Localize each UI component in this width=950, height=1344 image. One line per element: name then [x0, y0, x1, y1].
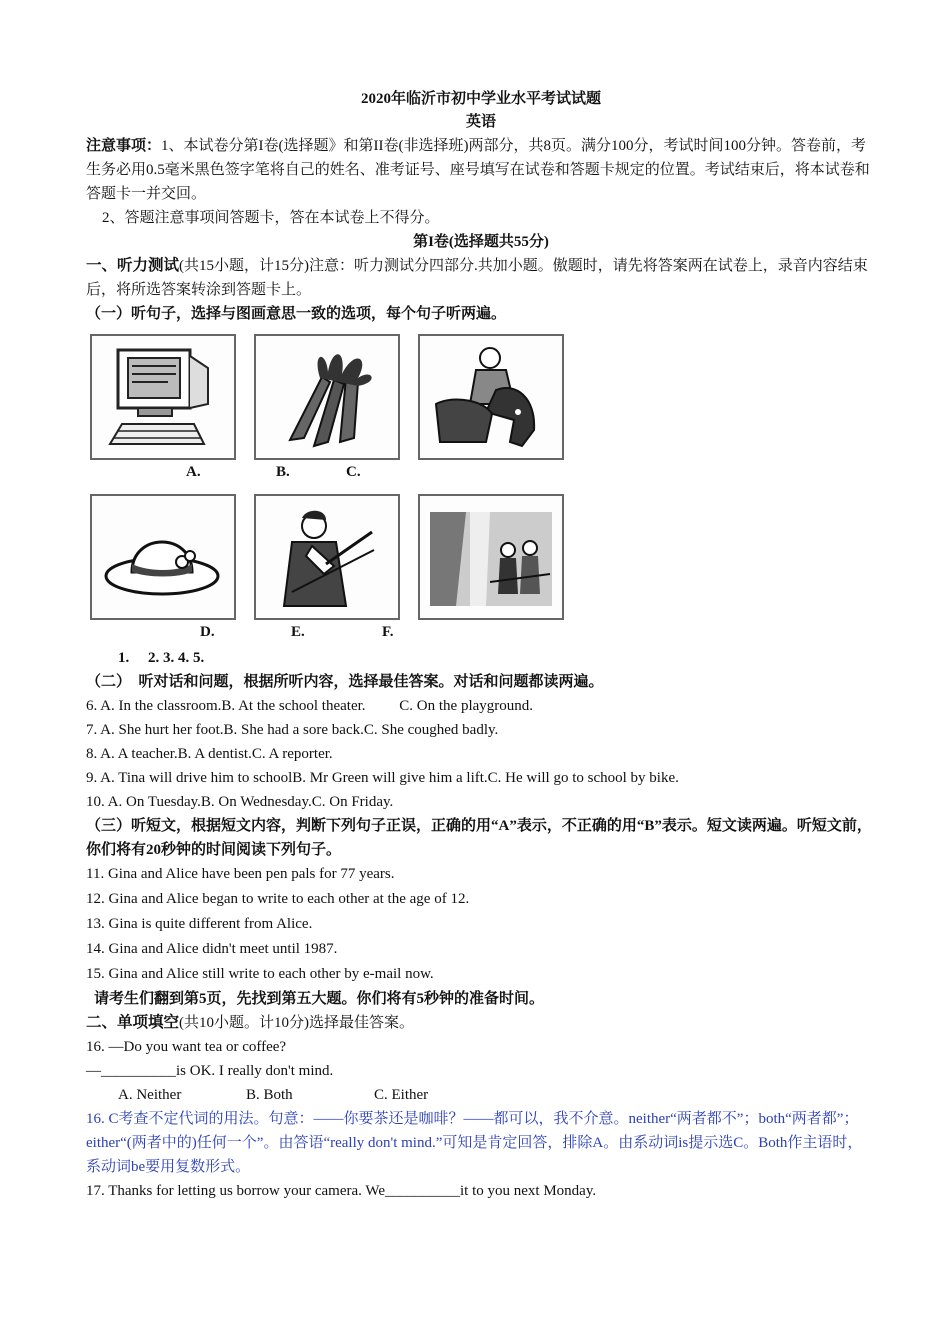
- section-1-head-tail: (共15小题，计15分): [179, 258, 310, 274]
- section-2-intro: [86, 1011, 876, 1035]
- question-10: 10. A. On Tuesday.B. On Wednesday.C. On Friday.: [86, 794, 394, 810]
- question-16-options: [86, 1083, 876, 1107]
- section-2-head: 二、单项填空: [86, 1014, 180, 1031]
- horse-rider-icon: [418, 334, 564, 460]
- image-label-a: A.: [186, 464, 201, 480]
- exam-title: 2020年临沂市初中学业水平考试试题: [360, 91, 601, 107]
- part-a-numbers: 1. 2. 3. 4. 5.: [118, 650, 205, 666]
- image-labels-row-1: [86, 460, 876, 486]
- computer-icon: [90, 334, 236, 460]
- image-label-d: D.: [200, 624, 215, 640]
- image-label-b: B.: [276, 464, 290, 480]
- option-a: A. Neither: [118, 1087, 182, 1103]
- part-1-title: 第I卷(选择题共55分): [413, 234, 549, 250]
- image-labels-row-2: [86, 620, 876, 646]
- section-1-intro: [86, 254, 876, 302]
- turn-page-note: 请考生们翻到第5页，先找到第五大题。你们将有5秒钟的准备时间。: [94, 991, 545, 1007]
- part-b-title: （二） 听对话和问题，根据所听内容，选择最佳答案。对话和问题都读两遍。: [86, 674, 604, 690]
- question-16-line-1: 16. —Do you want tea or coffee?: [86, 1039, 287, 1055]
- image-row-2: [90, 494, 876, 620]
- notice-label: 注意事项：: [86, 138, 162, 154]
- exam-subject: 英语: [465, 114, 496, 130]
- image-row-1: [90, 334, 876, 460]
- notice-paragraph: [86, 134, 876, 206]
- statement-15: 15. Gina and Alice still write to each other by e-mail now.: [86, 966, 434, 982]
- hat-icon: [90, 494, 236, 620]
- statement-11: 11. Gina and Alice have been pen pals for 77 years.: [86, 866, 395, 882]
- question-9: 9. A. Tina will drive him to schoolB. Mr Green will give him a lift.C. He will go to school by bike.: [86, 770, 679, 786]
- question-17: 17. Thanks for letting us borrow your camera. We__________it to you next Monday.: [86, 1183, 597, 1199]
- question-7: 7. A. She hurt her foot.B. She had a sore back.C. She coughed badly.: [86, 722, 499, 738]
- option-c: C. Either: [374, 1087, 429, 1103]
- carrots-icon: [254, 334, 400, 460]
- option-b: B. Both: [246, 1087, 293, 1103]
- statement-14: 14. Gina and Alice didn't meet until 1987.: [86, 941, 338, 957]
- section-1-note: 注意：听力测试分四部分.共加小题。傲题时，请先将答案两在试卷上，录音内容结束后，将所选答案转涂到答题卡上。: [86, 258, 868, 298]
- image-label-e: E.: [291, 624, 305, 640]
- image-label-c: C.: [346, 464, 361, 480]
- section-2-head-tail: (共10小题。计10分)选择最佳答案。: [179, 1015, 415, 1031]
- question-6: 6. A. In the classroom.B. At the school theater. C. On the playground.: [86, 698, 534, 714]
- image-label-f: F.: [382, 624, 394, 640]
- part-a-title: （一）听句子，选择与图画意思一致的选项，每个句子听两遍。: [86, 306, 507, 322]
- violin-player-icon: [254, 494, 400, 620]
- notice-item-1: 1、本试卷分第I卷(选择题》和第II卷(非选择班)两部分，共8页。满分100分，考试时间100分钟。答卷前，考生务必用0.5毫米黑色签字笔将自己的姓名、准考证号、座号填写在试卷和答题卡规定的位置。考试结束后，将本试卷和答题卡一并交回。: [86, 138, 870, 202]
- exam-page: [86, 88, 876, 1203]
- statement-12: 12. Gina and Alice began to write to each other at the age of 12.: [86, 891, 470, 907]
- statement-13: 13. Gina is quite different from Alice.: [86, 916, 313, 932]
- notice-item-2: 2、答题注意事项间答题卡，答在本试卷上不得分。: [102, 210, 440, 226]
- question-8: 8. A. A teacher.B. A dentist.C. A reporter.: [86, 746, 333, 762]
- section-1-head: 一、听力测试: [86, 257, 180, 274]
- question-16-line-2: —__________is OK. I really don't mind.: [86, 1063, 334, 1079]
- question-16-explanation: 16. C考查不定代词的用法。句意：——你要茶还是咖啡？——都可以，我不介意。neither“两者都不”；both“两者都”；either“(两者中的)任何一个”。由答语“really don't mind.”可知是肯定回答，排除A。由系动词is提示选C。Both作主语时，系动词be要用复数形式。: [86, 1111, 863, 1175]
- part-c-title: （三）听短文，根据短文内容，判断下列句子正误，正确的用“A”表示，不正确的用“B”表示。短文读两遍。听短文前，你们将有20秒钟的时间阅读下列句子。: [86, 818, 872, 858]
- waterfall-people-icon: [418, 494, 564, 620]
